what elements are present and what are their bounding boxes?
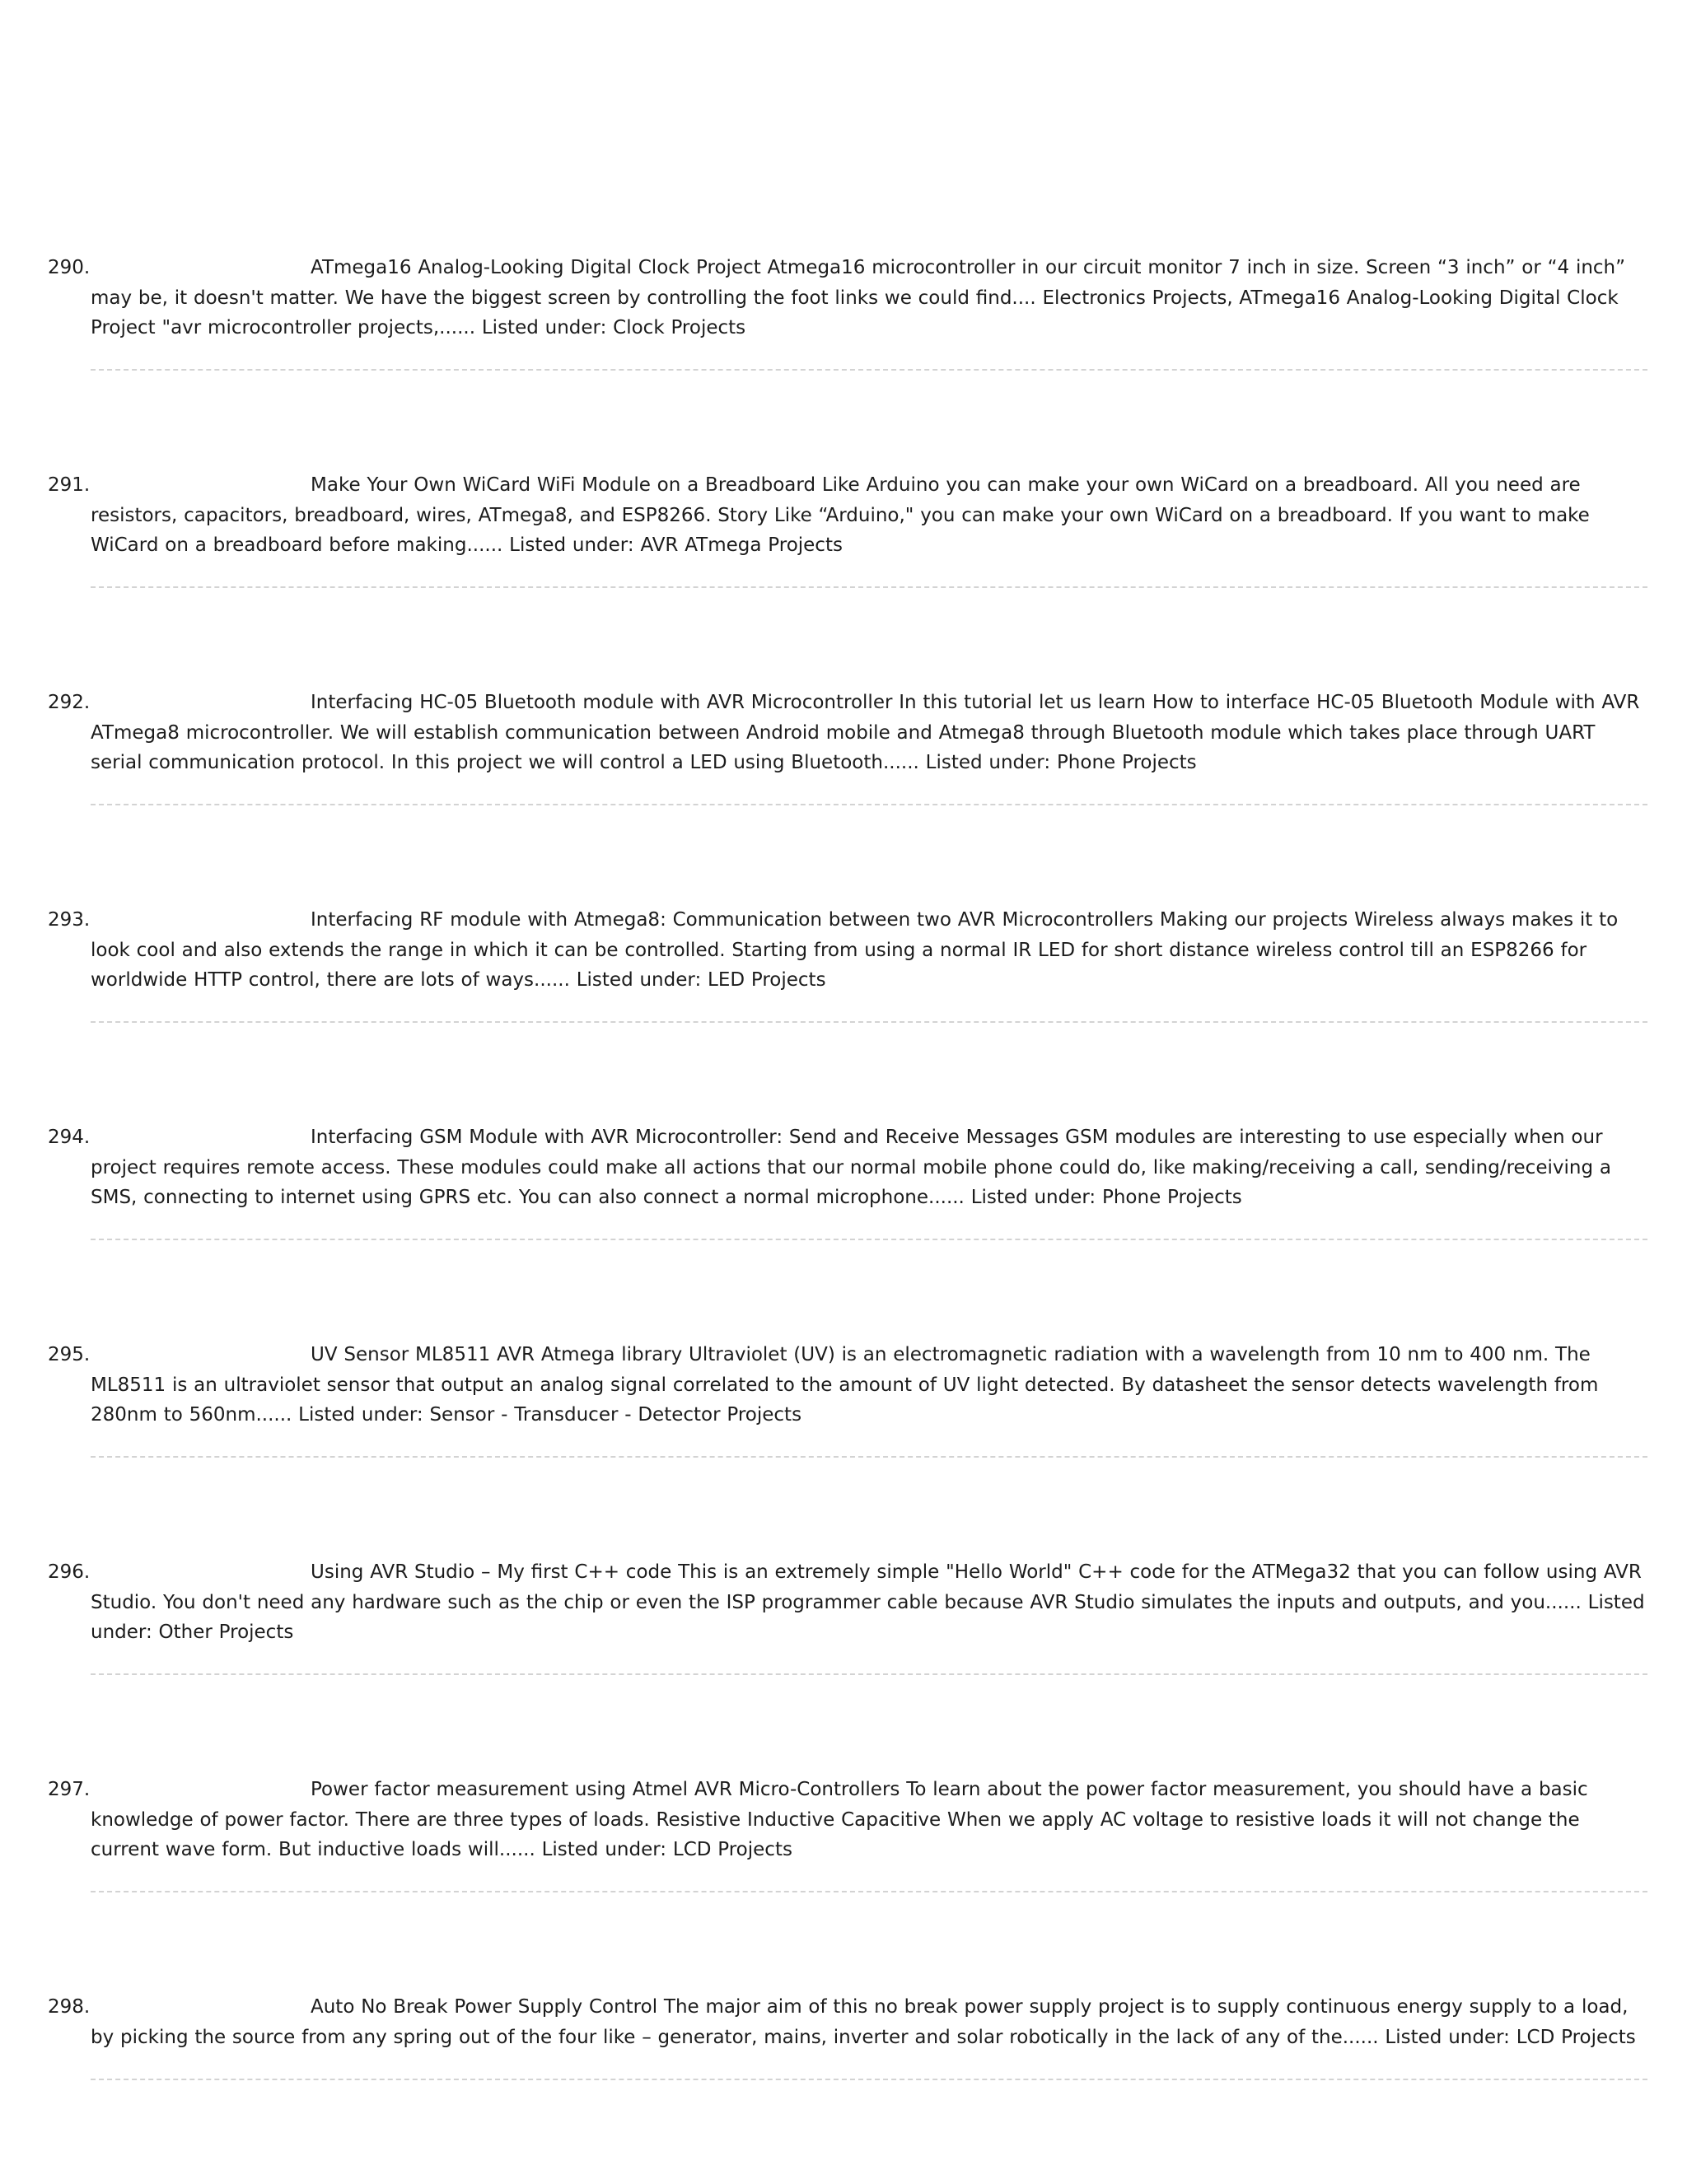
listed-under-label: Listed under:	[925, 752, 1051, 773]
item-divider	[91, 1891, 1647, 1892]
item-description	[91, 1992, 1647, 2058]
item-number: 292.	[48, 692, 91, 713]
listed-under-label: Listed under:	[509, 534, 634, 556]
category-link[interactable]: Phone Projects	[1101, 1187, 1242, 1208]
item-divider	[91, 1673, 1647, 1675]
item-description	[91, 253, 1647, 342]
item-number: 294.	[48, 1127, 91, 1148]
item-divider	[91, 586, 1647, 588]
item-number: 298.	[48, 1996, 91, 2018]
item-description	[91, 1775, 1647, 1864]
category-link[interactable]: Other Projects	[158, 1622, 294, 1643]
listed-under-label: Listed under:	[298, 1404, 423, 1426]
item-excerpt: UV Sensor ML8511 AVR Atmega library Ultraviolet (UV) is an electromagnetic radiation with a wavelength from 10 nm to 400 nm. The ML8511 is an ultraviolet sensor that output an analog signal correlated to the amount of UV light detected. By datasheet the sensor detects wavelength from 280nm to 560nm......	[91, 1344, 1599, 1426]
item-excerpt: Interfacing GSM Module with AVR Microcontroller: Send and Receive Messages GSM modules are interesting to use especially when our project requires remote access. These modules could make all actions that our normal mobile phone could do, like making/receiving a call, sending/receiving a SMS, connecting to internet using GPRS etc. You can also connect a normal microphone......	[91, 1127, 1611, 1208]
item-divider	[91, 2079, 1647, 2080]
category-link[interactable]: LCD Projects	[1516, 2026, 1636, 2048]
item-divider	[91, 804, 1647, 805]
item-excerpt: Auto No Break Power Supply Control The major aim of this no break power supply project is to supply continuous energy supply to a load, by picking the source from any spring out of the four like – generator, mains, inverter and solar robotically in the lack of any of the......	[91, 1996, 1629, 2048]
listed-under-label: Listed under:	[1385, 2026, 1510, 2048]
category-link[interactable]: Sensor - Transducer - Detector Projects	[429, 1404, 802, 1426]
item-number: 295.	[48, 1344, 91, 1365]
item-description	[91, 1340, 1647, 1429]
item-excerpt: Interfacing RF module with Atmega8: Communication between two AVR Microcontrollers Making our projects Wireless always makes it to look cool and also extends the range in which it can be controlled. Starting from using a normal IR LED for short distance wireless control till an ESP8266 for worldwide HTTP control, there are lots of ways......	[91, 909, 1619, 991]
item-number: 291.	[48, 474, 91, 496]
listed-under-label: Listed under:	[576, 969, 702, 991]
item-description	[91, 905, 1647, 994]
category-link[interactable]: LED Projects	[708, 969, 826, 991]
listed-under-label: Listed under:	[91, 1591, 1645, 1643]
item-description	[91, 1557, 1647, 1646]
item-divider	[91, 369, 1647, 371]
item-number: 297.	[48, 1779, 91, 1800]
listed-under-label: Listed under:	[541, 1839, 667, 1860]
item-excerpt: Interfacing HC-05 Bluetooth module with AVR Microcontroller In this tutorial let us learn How to interface HC-05 Bluetooth Module with AVR ATmega8 microcontroller. We will establish communication between Android mobile and Atmega8 through Bluetooth module which takes place through UART serial communication protocol. In this project we will control a LED using Bluetooth......	[91, 692, 1640, 773]
item-divider	[91, 1021, 1647, 1023]
item-description	[91, 688, 1647, 777]
listed-under-label: Listed under:	[970, 1187, 1096, 1208]
item-excerpt: Power factor measurement using Atmel AVR Micro-Controllers To learn about the power factor measurement, you should have a basic knowledge of power factor. There are three types of loads. Resistive Inductive Capacitive When we apply AC voltage to resistive loads it will not change the current wave form. But inductive loads will......	[91, 1779, 1588, 1860]
item-description	[91, 470, 1647, 559]
listed-under-label: Listed under:	[481, 317, 607, 338]
item-divider	[91, 1456, 1647, 1458]
item-excerpt: Make Your Own WiCard WiFi Module on a Breadboard Like Arduino you can make your own WiCard on a breadboard. All you need are resistors, capacitors, breadboard, wires, ATmega8, and ESP8266. Story Like “Arduino," you can make your own WiCard on a breadboard. If you want to make WiCard on a breadboard before making......	[91, 474, 1590, 556]
item-divider	[91, 1239, 1647, 1240]
category-link[interactable]: LCD Projects	[672, 1839, 792, 1860]
item-excerpt: ATmega16 Analog-Looking Digital Clock Project Atmega16 microcontroller in our circuit monitor 7 inch in size. Screen “3 inch” or “4 inch” may be, it doesn't matter. We have the biggest screen by controlling the foot links we could find.... Electronics Projects, ATmega16 Analog-Looking Digital Clock Project "avr microcontroller projects,......	[91, 257, 1626, 338]
item-number: 290.	[48, 257, 91, 278]
category-link[interactable]: Clock Projects	[613, 317, 746, 338]
item-description	[91, 1122, 1647, 1211]
item-number: 296.	[48, 1561, 91, 1583]
item-excerpt: Using AVR Studio – My first C++ code This is an extremely simple "Hello World" C++ code for the ATMega32 that you can follow using AVR Studio. You don't need any hardware such as the chip or even the ISP programmer cable because AVR Studio simulates the inputs and outputs, and you......	[91, 1561, 1642, 1613]
category-link[interactable]: Phone Projects	[1056, 752, 1197, 773]
category-link[interactable]: AVR ATmega Projects	[640, 534, 843, 556]
item-number: 293.	[48, 909, 91, 931]
